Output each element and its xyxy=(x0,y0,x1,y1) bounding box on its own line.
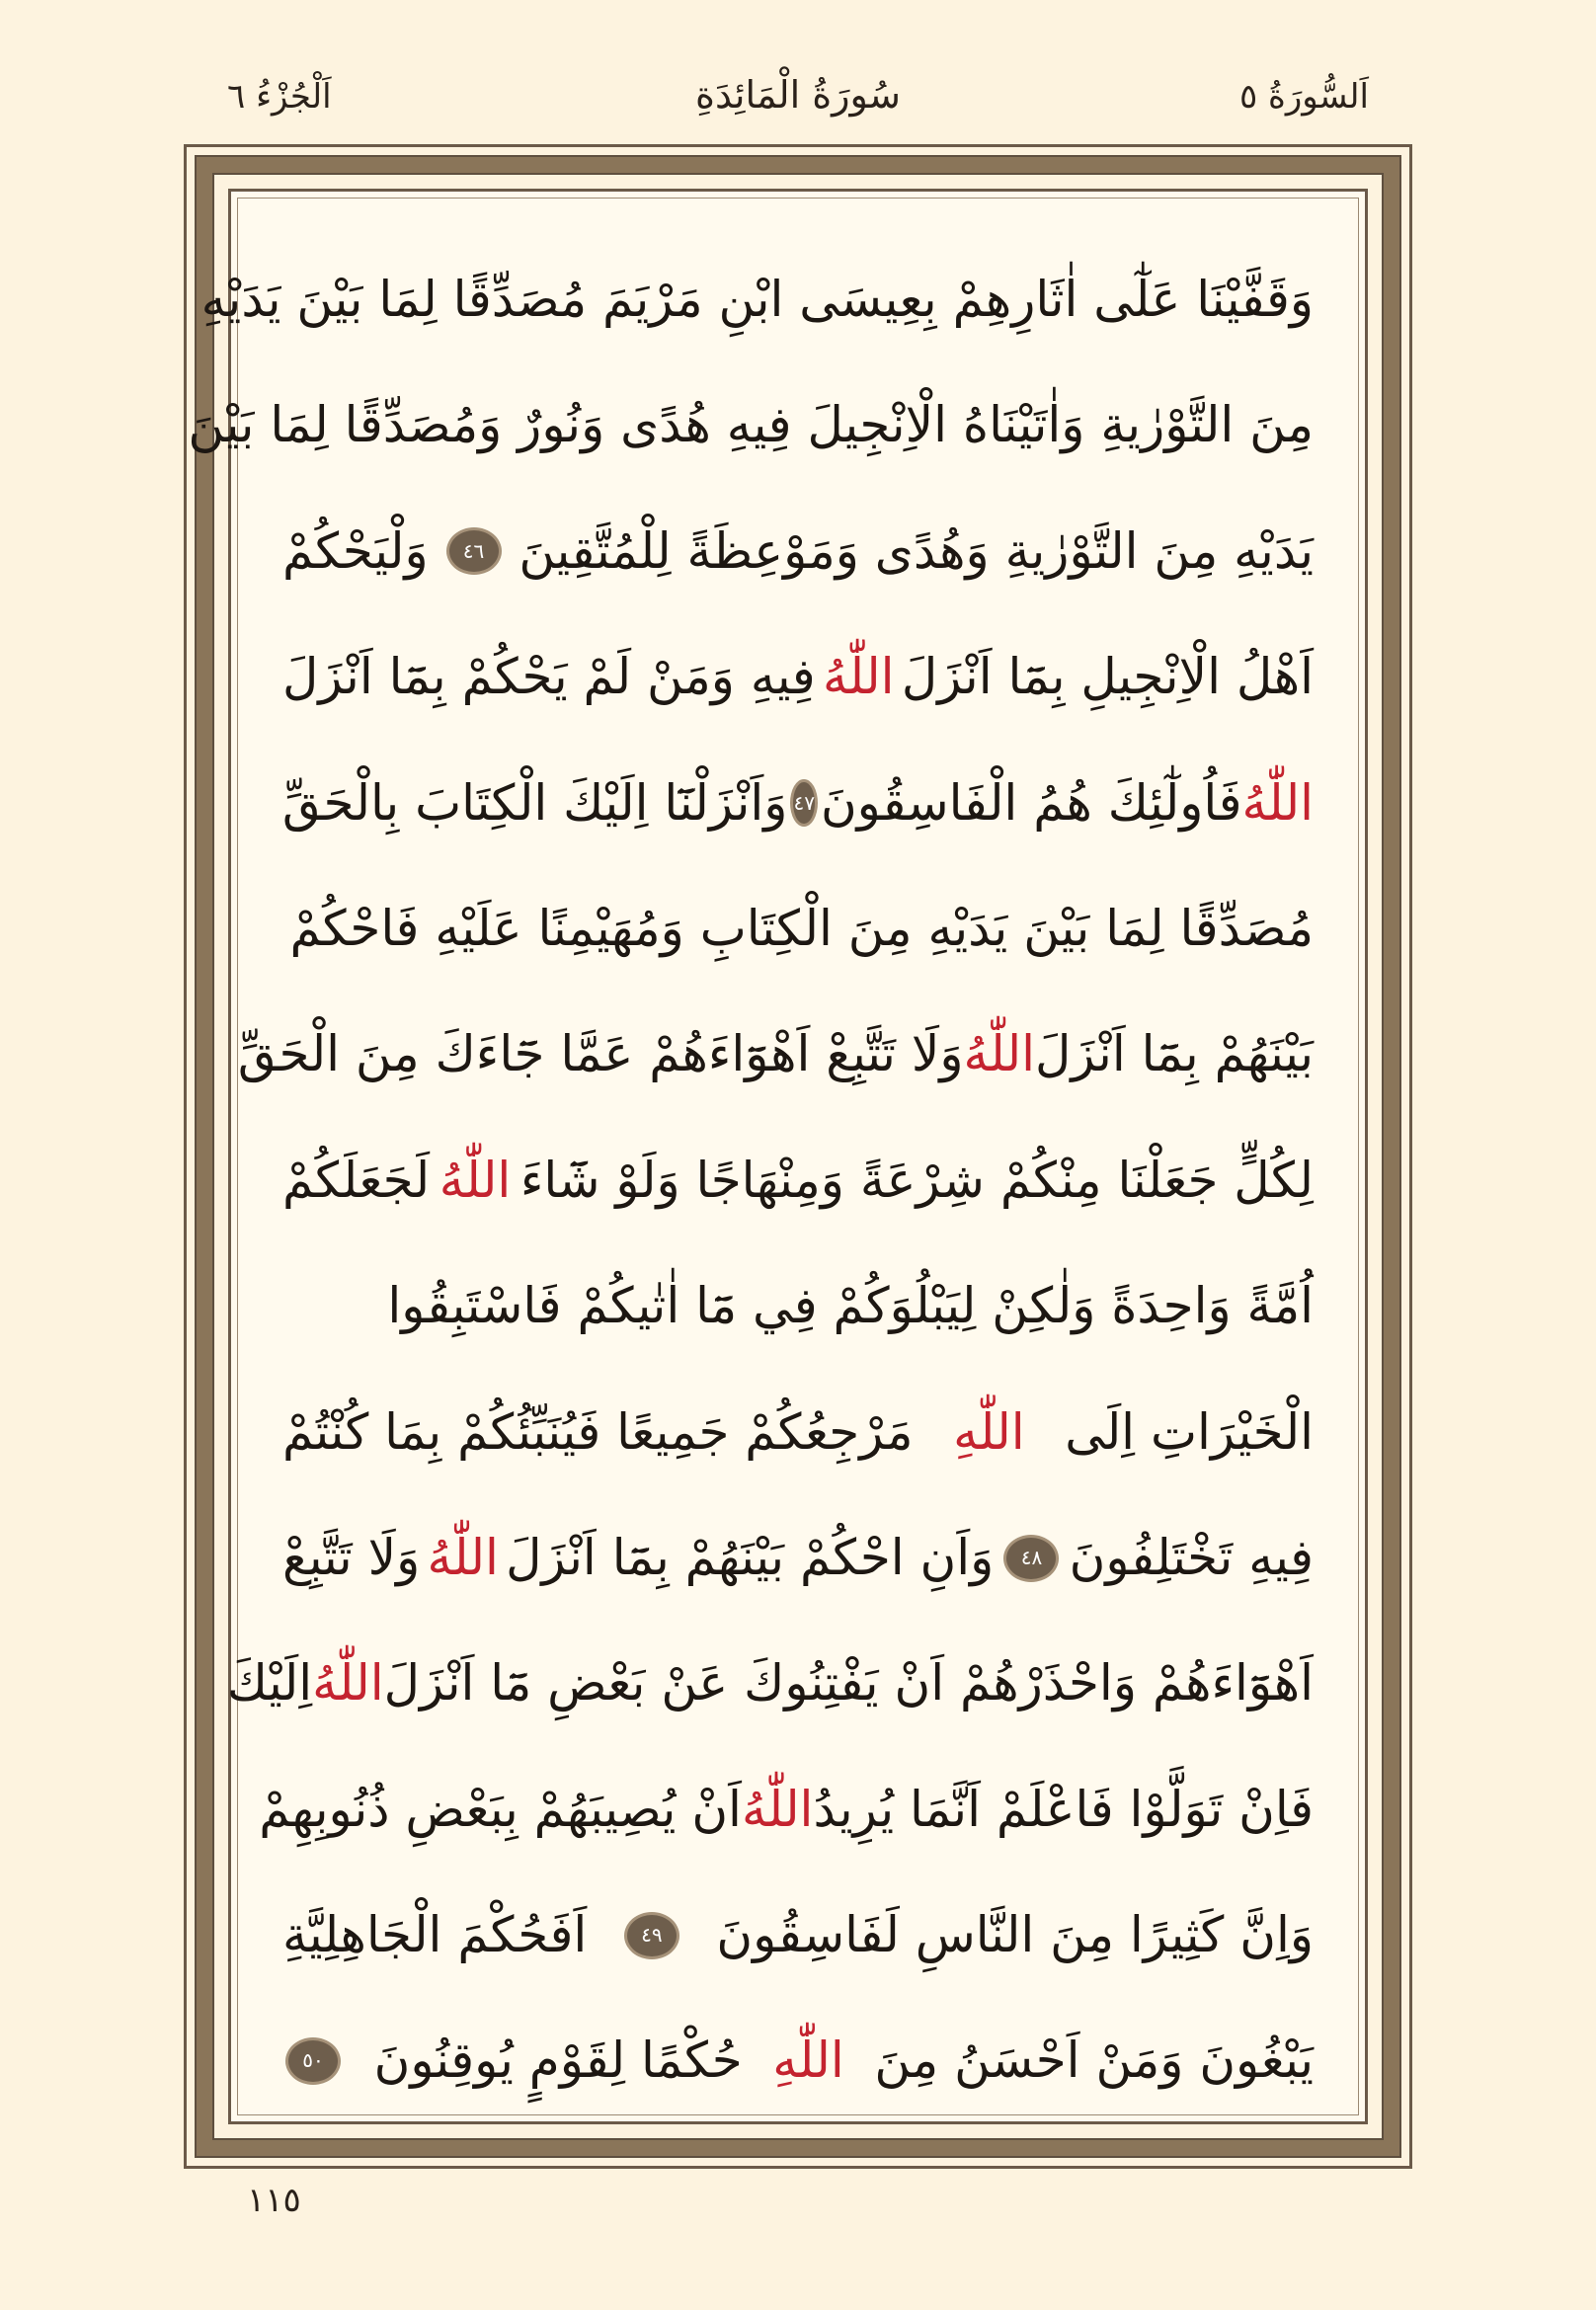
verse-text: وَلَا تَتَّبِعْ اَهْوَٓاءَهُمْ عَمَّا جَٓاءَكَ مِنَ الْحَقِّ xyxy=(237,1025,964,1083)
divine-name: اللّٰهُ xyxy=(312,1654,384,1713)
verse-text: وَلْيَحْكُمْ xyxy=(282,521,429,580)
divine-name: اللّٰهِ xyxy=(772,2031,844,2090)
verse-text: وَقَفَّيْنَا عَلٰٓى اٰثَارِهِمْ بِعِيسَى ابْنِ مَرْيَمَ مُصَدِّقًا لِمَا بَيْنَ يَدَيْهِ xyxy=(200,271,1314,328)
verse-text: فَاِنْ تَوَلَّوْا فَاعْلَمْ اَنَّمَا يُرِيدُ xyxy=(813,1780,1314,1838)
verse-text: اَفَحُكْمَ الْجَاهِلِيَّةِ xyxy=(282,1906,588,1964)
verse-text: وَاِنَّ كَثِيرًا مِنَ النَّاسِ لَفَاسِقُونَ xyxy=(716,1906,1314,1964)
verse-line xyxy=(259,1747,1314,1872)
text-panel xyxy=(188,189,1368,2124)
verse-text: بَيْنَهُمْ بِمَٓا اَنْزَلَ xyxy=(1035,1025,1314,1083)
surah-number-label: اَلسُّورَةُ ٥ xyxy=(1238,77,1369,117)
verse-text: مُصَدِّقًا لِمَا بَيْنَ يَدَيْهِ مِنَ الْكِتَابِ وَمُهَيْمِنًا عَلَيْهِ فَاحْكُمْ xyxy=(289,899,1314,957)
page-number: ١١٥ xyxy=(247,2181,301,2220)
divine-name: اللّٰهُ xyxy=(963,1025,1036,1083)
surah-title: سُورَةُ الْمَائِدَةِ xyxy=(695,73,901,117)
verse-line xyxy=(282,1370,1314,1495)
verse-text: اَهْلُ الْاِنْجِيلِ بِمَٓا اَنْزَلَ xyxy=(901,648,1314,706)
quran-text xyxy=(188,237,1314,2090)
verse-text: الْخَيْرَاتِ اِلَى xyxy=(1065,1402,1314,1461)
verse-text: لَجَعَلَكُمْ xyxy=(282,1151,431,1209)
verse-line xyxy=(282,866,1314,992)
verse-text: مَرْجِعُكُمْ جَمِيعًا فَيُنَبِّئُكُمْ بِمَا كُنْتُمْ xyxy=(282,1402,914,1461)
ayah-number-marker: ٤٦ xyxy=(449,530,499,572)
verse-text: وَلَا تَتَّبِعْ xyxy=(282,1528,421,1586)
verse-line xyxy=(282,1495,1314,1621)
verse-line xyxy=(282,1118,1314,1243)
page-header xyxy=(0,59,1596,138)
verse-text: اَنْ يُصِيبَهُمْ بِبَعْضِ ذُنُوبِهِمْ xyxy=(259,1780,742,1838)
verse-text: وَاَنْزَلْنَٓا اِلَيْكَ الْكِتَابَ بِالْحَقِّ xyxy=(281,773,788,832)
ayah-number-marker: ٤٩ xyxy=(627,1915,677,1956)
divine-name: اللّٰهُ xyxy=(741,1780,814,1838)
verse-text: اُمَّةً وَاحِدَةً وَلٰكِنْ لِيَبْلُوَكُمْ فِي مَٓا اٰتٰيكُمْ فَاسْتَبِقُوا xyxy=(387,1277,1314,1335)
verse-line xyxy=(282,741,1314,866)
verse-text: وَاَنِ احْكُمْ بَيْنَهُمْ بِمَٓا اَنْزَلَ xyxy=(506,1528,995,1586)
verse-line xyxy=(282,1998,1314,2123)
ayah-number-marker: ٤٧ xyxy=(793,782,814,824)
verse-text: فَاُولٰٓئِكَ هُمُ الْفَاسِقُونَ xyxy=(820,773,1242,832)
divine-name: اللّٰهُ xyxy=(427,1528,499,1586)
verse-text: يَبْغُونَ وَمَنْ اَحْسَنُ مِنَ xyxy=(874,2031,1314,2090)
verse-text: فِيهِ تَخْتَلِفُونَ xyxy=(1069,1528,1314,1586)
verse-text: حُكْمًا لِقَوْمٍ يُوقِنُونَ xyxy=(373,2031,743,2090)
verse-text: اِلَيْكَ xyxy=(226,1654,313,1713)
verse-line xyxy=(188,362,1314,488)
verse-text: يَدَيْهِ مِنَ التَّوْرٰيةِ وَهُدًى وَمَوْعِظَةً لِلْمُتَّقِينَ xyxy=(519,521,1314,580)
divine-name: اللّٰهِ xyxy=(953,1402,1025,1461)
verse-line xyxy=(282,1872,1314,1998)
verse-line xyxy=(200,237,1314,362)
ayah-number-marker: ٤٨ xyxy=(1006,1538,1056,1579)
page-frame xyxy=(184,144,1412,2169)
verse-text: مِنَ التَّوْرٰيةِ وَاٰتَيْنَاهُ الْاِنْجِيلَ فِيهِ هُدًى وَنُورٌ وَمُصَدِّقًا لِمَا بَيْنَ xyxy=(188,396,1314,454)
divine-name: اللّٰهُ xyxy=(823,648,895,706)
juz-label: اَلْجُزْءُ ٦ xyxy=(227,77,332,117)
divine-name: اللّٰهُ xyxy=(1241,773,1314,832)
verse-line xyxy=(282,1243,1314,1369)
verse-text: فِيهِ وَمَنْ لَمْ يَحْكُمْ بِمَٓا اَنْزَلَ xyxy=(282,648,816,706)
verse-line xyxy=(226,1621,1314,1746)
verse-line xyxy=(282,489,1314,614)
verse-line xyxy=(282,614,1314,740)
ayah-number-marker: ٥٠ xyxy=(288,2040,338,2082)
verse-line xyxy=(237,992,1314,1117)
divine-name: اللّٰهُ xyxy=(439,1151,512,1209)
verse-text: اَهْوَٓاءَهُمْ وَاحْذَرْهُمْ اَنْ يَفْتِنُوكَ عَنْ بَعْضِ مَٓا اَنْزَلَ xyxy=(383,1654,1314,1713)
verse-text: لِكُلٍّ جَعَلْنَا مِنْكُمْ شِرْعَةً وَمِنْهَاجًا وَلَوْ شَٓاءَ xyxy=(519,1151,1314,1209)
